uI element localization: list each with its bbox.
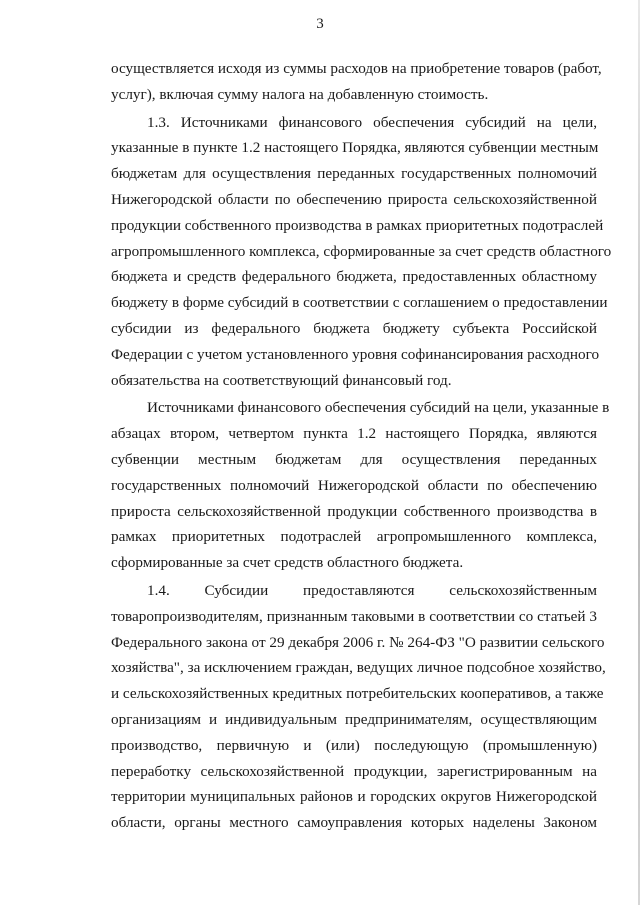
paragraph xyxy=(111,56,602,108)
text-line: и сельскохозяйственных кредитных потребительских кооперативов, а также xyxy=(111,685,604,703)
text-line: услуг), включая сумму налога на добавленную стоимость. xyxy=(111,85,489,103)
text-line: организациям и индивидуальным предпринимателям, осуществляющим xyxy=(111,710,597,728)
text-line: Источниками финансового обеспечения субсидий на цели, указанные в xyxy=(147,399,610,417)
text-line: продукции собственного производства в рамках приоритетных подотраслей xyxy=(111,216,604,234)
text-line: осуществляется исходя из суммы расходов на приобретение товаров (работ, xyxy=(111,60,602,77)
text-line: субсидии из федерального бюджета бюджету субъекта Российской xyxy=(111,319,597,337)
text-line: сформированные за счет средств областного бюджета. xyxy=(111,554,464,572)
text-line: прироста сельскохозяйственной продукции собственного производства в xyxy=(111,502,597,520)
text-line: бюджету в форме субсидий в соответствии с соглашением о предоставлении xyxy=(111,294,608,312)
text-line: переработку сельскохозяйственной продукции, зарегистрированным на xyxy=(111,762,597,780)
text-line: Нижегородской области по обеспечению прироста сельскохозяйственной xyxy=(111,190,597,208)
text-line: 1.4. Субсидии предоставляются сельскохозяйственным xyxy=(147,581,597,599)
text-line: указанные в пункте 1.2 настоящего Порядка, являются субвенции местным xyxy=(111,139,599,157)
text-line: Федерального закона от 29 декабря 2006 г. № 264-ФЗ "О развитии сельского xyxy=(111,633,605,651)
text-line: субвенции местным бюджетам для осуществления переданных xyxy=(111,450,597,468)
text-line: области, органы местного самоуправления которых наделены Законом xyxy=(111,814,597,832)
text-line: товаропроизводителям, признанным таковыми в соответствии со статьей 3 xyxy=(111,607,597,625)
text-line: Федерации с учетом установленного уровня софинансирования расходного xyxy=(111,345,600,363)
text-line: 1.3. Источниками финансового обеспечения субсидий на цели, xyxy=(147,113,597,131)
text-line: государственных полномочий Нижегородской области по обеспечению xyxy=(111,476,597,494)
paragraph-1-4 xyxy=(111,578,606,836)
text-line: производство, первичную и (или) последующую (промышленную) xyxy=(111,736,597,754)
text-line: территории муниципальных районов и городских округов Нижегородской xyxy=(111,788,597,806)
text-line: хозяйства", за исключением граждан, ведущих личное подсобное хозяйство, xyxy=(111,659,606,677)
text-line: рамках приоритетных подотраслей агропромышленного комплекса, xyxy=(111,528,597,546)
paragraph xyxy=(111,395,610,576)
page-number: 3 xyxy=(316,16,324,32)
paragraph-1-3 xyxy=(111,110,612,394)
text-line: абзацах втором, четвертом пункта 1.2 настоящего Порядка, являются xyxy=(111,425,597,443)
text-line: бюджета и средств федерального бюджета, предоставленных областному xyxy=(111,268,597,286)
text-line: бюджетам для осуществления переданных государственных полномочий xyxy=(111,165,597,183)
document-body xyxy=(111,56,612,836)
text-line: агропромышленного комплекса, сформированные за счет средств областного xyxy=(111,242,612,260)
text-line: обязательства на соответствующий финансовый год. xyxy=(111,371,452,389)
